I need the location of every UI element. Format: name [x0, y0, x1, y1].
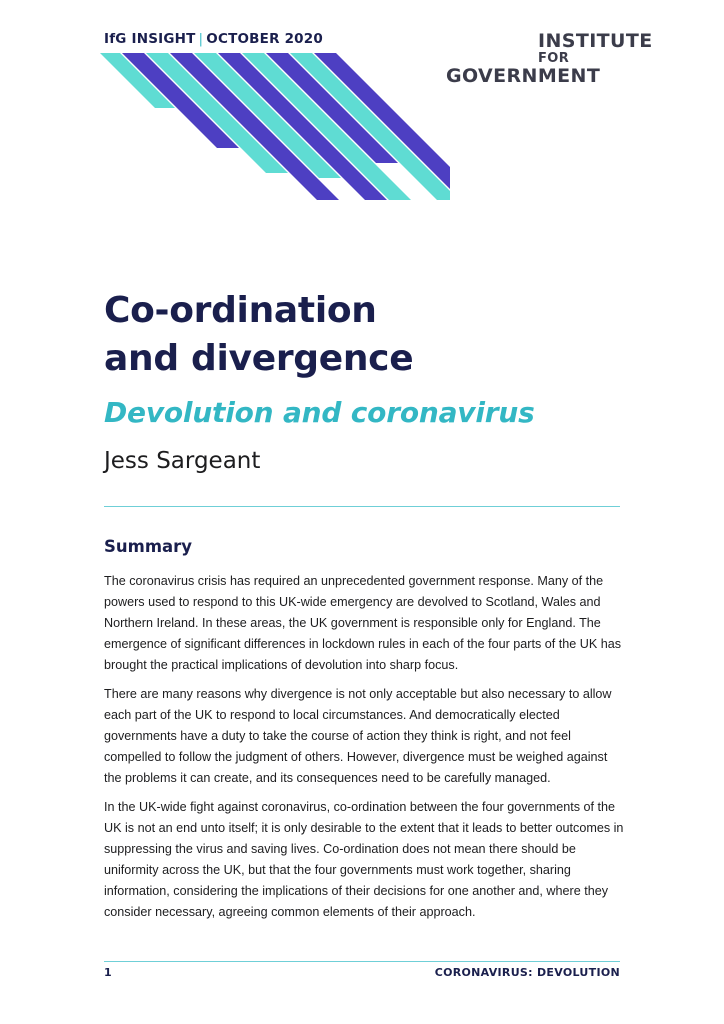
summary-paragraph-1: The coronavirus crisis has required an unprecedented government response. Many of the powers used to respond to this UK-wide emergency are devolved to Scotland, Wales and Northern Ireland. In these areas, the UK government is responsible only for England. The emergence of significant differences in lockdown rules in each of the four parts of the UK has brought the practical implications of devolution into sharp focus.: [104, 574, 622, 672]
report-subtitle: Devolution and coronavirus: [104, 396, 535, 429]
decorative-stripes: [100, 53, 450, 203]
author-name: Jess Sargeant: [104, 448, 261, 474]
logo-line-institute: INSTITUTE: [538, 30, 653, 52]
footer-divider: [104, 961, 620, 962]
page-number: 1: [104, 966, 112, 979]
summary-paragraph-3: In the UK-wide fight against coronavirus, co-ordination between the four governments of the UK is not an end unto itself; it is only desirable to the extent that it leads to better outcomes in suppressing the virus and saving lives. Co-ordination does not mean there should be uniformity across the UK, but that the four governments must work together, sharing information, considering the implications of their decisions for one another and, where they consider necessary, agreeing common elements of their approach.: [104, 800, 624, 919]
header-divider: [104, 506, 620, 507]
series-separator: |: [198, 31, 204, 47]
title-line-2: and divergence: [104, 338, 414, 379]
series-label: IfG INSIGHT: [104, 31, 196, 47]
summary-body: [104, 571, 626, 931]
summary-paragraph-2: There are many reasons why divergence is not only acceptable but also necessary to allow each part of the UK to respond to local circumstances. And democratically elected governments have a duty to take the course of action they think is right, and not feel compelled to follow the judgment of others. However, divergence must be weighed against the problems it can create, and its consequences need to be carefully managed.: [104, 687, 612, 785]
footer-running-title: CORONAVIRUS: DEVOLUTION: [434, 966, 620, 979]
logo-line-government: GOVERNMENT: [446, 65, 601, 87]
report-date: OCTOBER 2020: [206, 31, 323, 47]
report-series-tag: [104, 31, 323, 47]
logo-line-for: FOR: [538, 51, 570, 66]
summary-heading: Summary: [104, 537, 193, 556]
report-title: [104, 287, 624, 383]
title-line-1: Co-ordination: [104, 290, 377, 331]
